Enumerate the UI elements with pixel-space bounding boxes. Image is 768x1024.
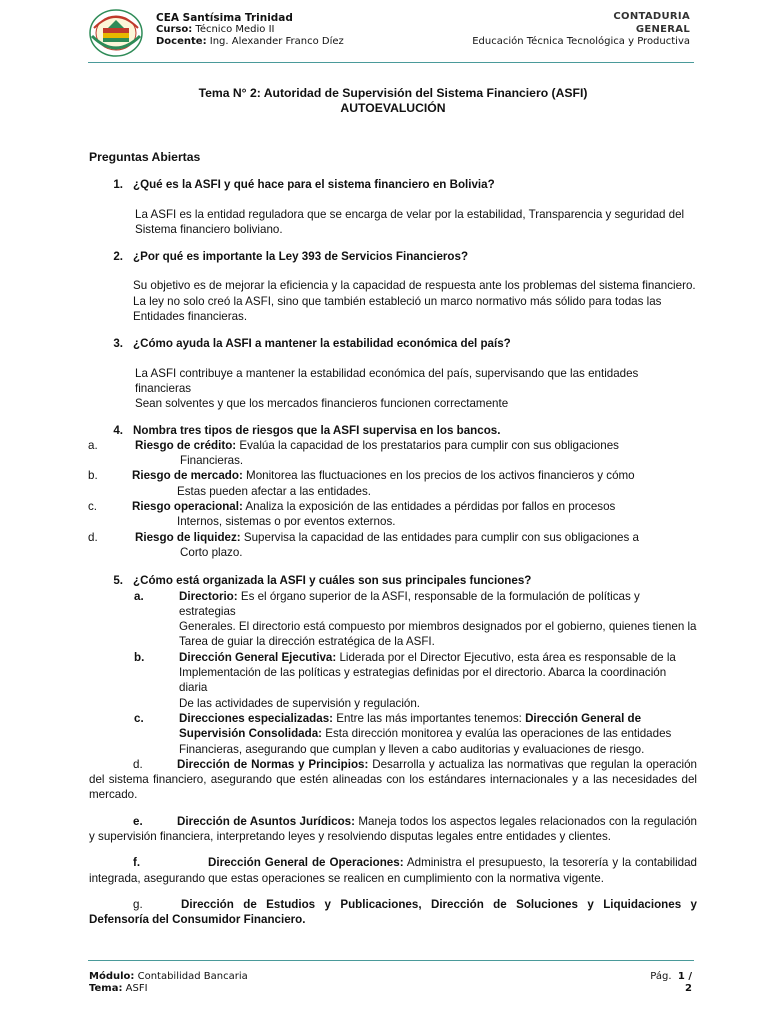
question-text: Nombra tres tipos de riesgos que la ASFI supervisa en los bancos. (133, 423, 501, 437)
risk-desc: Analiza la exposición de las entidades a pérdidas por fallos en procesos (242, 500, 616, 514)
list-item (89, 855, 697, 886)
risk-desc: Evalúa la capacidad de los prestatarios para cumplir con sus obligaciones (236, 438, 619, 452)
risk-desc: Corto plazo. (180, 545, 243, 559)
question-number: 4. (113, 423, 123, 437)
answer-1 (135, 207, 697, 238)
list-letter: f. (133, 856, 141, 870)
risk-desc: Supervisa la capacidad de las entidades para cumplir con sus obligaciones a (240, 530, 639, 544)
function-term: Direcciones especializadas: (179, 711, 334, 725)
list-text (132, 468, 697, 499)
risk-term: Riesgo de mercado: (132, 469, 243, 483)
answer-line: Entidades financieras. (133, 310, 248, 324)
list-item (89, 499, 697, 530)
list-text (132, 499, 697, 530)
module-value: Contabilidad Bancaria (137, 971, 248, 982)
module-label: Módulo: (89, 971, 135, 982)
area-subtitle: Educación Técnica Tecnológica y Productiva (472, 36, 690, 47)
function-term: Supervisión Consolidada: (179, 727, 323, 741)
question-text: ¿Qué es la ASFI y qué hace para el sistema financiero en Bolivia? (133, 178, 495, 192)
answer-line: La ley no solo creó la ASFI, sino que también estableció un marco normativo más sólido para todas las (133, 294, 662, 308)
function-term: Dirección General Ejecutiva: (179, 650, 337, 664)
list-item (89, 897, 697, 928)
answer-line: La ASFI contribuye a mantener la estabilidad económica del país, supervisando que las entidades financieras (135, 366, 639, 395)
school-logo (88, 8, 144, 58)
question-text: ¿Por qué es importante la Ley 393 de Servicios Financieros? (133, 250, 469, 264)
function-desc: Generales. El directorio está compuesto por miembros designados por el gobierno, quienes tienen la (179, 620, 697, 634)
risk-list (89, 438, 697, 560)
school-name: CEA Santísima Trinidad (156, 12, 293, 24)
section-heading: Preguntas Abiertas (89, 150, 201, 164)
question-number: 3. (113, 337, 123, 351)
function-desc: Es el órgano superior de la ASFI, responsable de la formulación de políticas y estrategias (179, 589, 640, 618)
page-footer (89, 971, 248, 995)
question-3 (89, 336, 697, 351)
area-name: CONTADURÍA GENERAL (613, 11, 690, 35)
list-letter: c. (88, 500, 98, 514)
function-desc: Implementación de las políticas y estrategias definidas por el directorio. Abarca la coordinación diaria (179, 666, 667, 695)
question-5 (89, 573, 697, 588)
risk-desc: Financieras. (180, 454, 244, 468)
title-line-1: Tema N° 2: Autoridad de Supervisión del Sistema Financiero (ASFI) (198, 86, 588, 100)
answer-line: La ASFI es la entidad reguladora que se encarga de velar por la estabilidad, Transparencia y seguridad del (135, 207, 685, 221)
answer-line: Sistema financiero boliviano. (135, 222, 283, 236)
question-1 (89, 177, 697, 192)
list-item (89, 468, 697, 499)
list-text (179, 650, 697, 711)
answer-3 (135, 366, 697, 412)
function-desc: Administra el presupuesto, la tesorería y la contabilidad integrada, asegurando que estas operaciones se realicen en cumplimiento con la normativa vigente. (89, 856, 697, 885)
list-letter: e. (133, 814, 143, 828)
list-text (179, 589, 697, 650)
page-label: Pág. (650, 971, 672, 982)
function-desc: Entre las más importantes tenemos: (333, 711, 526, 725)
answer-line: Sean solventes y que los mercados financieros funcionen correctamente (135, 397, 509, 411)
function-desc: Financieras, asegurando que cumplan y lleven a cabo auditorias y evaluaciones de riesgo. (179, 742, 645, 756)
document-body (89, 86, 697, 927)
list-letter: b. (134, 650, 145, 664)
question-4 (89, 423, 697, 438)
list-text (132, 438, 697, 469)
header-area (470, 11, 690, 53)
header-divider (88, 62, 694, 63)
answer-2 (133, 278, 697, 324)
function-term: Dirección General de (525, 711, 642, 725)
list-item (89, 650, 697, 711)
function-desc: De las actividades de supervisión y regulación. (179, 696, 421, 710)
risk-desc: Estas pueden afectar a las entidades. (177, 484, 372, 498)
function-desc: Liderada por el Director Ejecutivo, esta área es responsable de la (336, 650, 676, 664)
header-info (156, 12, 344, 48)
list-text (132, 530, 697, 561)
function-desc: Desarrolla y actualiza las normativas que regulan la operación del sistema financiero, asegurando que estén alineadas con los estándares internacionales y a las necesidades del mercado. (89, 757, 698, 802)
topic-value: ASFI (125, 983, 148, 994)
list-item (89, 530, 697, 561)
question-number: 2. (113, 250, 123, 264)
course-value: Técnico Medio II (195, 24, 275, 35)
function-desc: Tarea de guiar la dirección estratégica de la ASFI. (179, 635, 435, 649)
list-letter: g. (133, 897, 143, 911)
list-item (89, 438, 697, 469)
list-item (89, 757, 697, 803)
page-header (0, 0, 768, 66)
list-text (179, 711, 697, 757)
question-2 (89, 249, 697, 264)
risk-term: Riesgo de crédito: (135, 438, 237, 452)
title-line-2: AUTOEVALUCIÓN (340, 101, 446, 115)
function-term: Dirección de Normas y Principios: (177, 757, 369, 771)
list-item (89, 589, 697, 650)
function-desc: Esta dirección monitorea y evalúa las operaciones de las entidades (322, 727, 672, 741)
question-number: 5. (113, 574, 123, 588)
function-list (89, 589, 697, 928)
question-text: ¿Cómo ayuda la ASFI a mantener la estabilidad económica del país? (133, 337, 511, 351)
list-item (89, 711, 697, 757)
function-term: Dirección de Estudios y Publicaciones, Dirección de Soluciones y Liquidaciones y Defensoría del Consumidor Financiero. (89, 897, 697, 927)
list-letter: b. (88, 469, 98, 483)
teacher-label: Docente: (156, 36, 207, 47)
topic-label: Tema: (89, 983, 123, 994)
list-letter: a. (134, 589, 144, 603)
function-term: Dirección General de Operaciones: (208, 856, 404, 870)
list-letter: c. (134, 711, 144, 725)
question-number: 1. (113, 178, 123, 192)
answer-line: Su objetivo es de mejorar la eficiencia y la capacidad de respuesta ante los problemas del sistema financiero. (133, 279, 696, 293)
document-title (89, 86, 697, 116)
page-number (646, 971, 692, 995)
risk-desc: Monitorea las fluctuaciones en los precios de los activos financieros y cómo (242, 469, 635, 483)
teacher-value: Ing. Alexander Franco Díez (209, 36, 344, 47)
risk-desc: Internos, sistemas o por eventos externos. (177, 515, 396, 529)
course-label: Curso: (156, 24, 193, 35)
question-text: ¿Cómo está organizada la ASFI y cuáles son sus principales funciones? (133, 574, 532, 588)
page-value: 1 / 2 (677, 971, 692, 994)
list-letter: a. (88, 438, 98, 452)
risk-term: Riesgo operacional: (132, 500, 243, 514)
list-letter: d. (133, 757, 143, 771)
list-letter: d. (88, 530, 98, 544)
function-desc: Maneja todos los aspectos legales relacionados con la regulación y supervisión financiera, interpretando leyes y resolviendo disputas legales entre entidades y clientes. (89, 814, 697, 843)
list-item (89, 814, 697, 845)
function-term: Directorio: (179, 589, 238, 603)
function-term: Dirección de Asuntos Jurídicos: (177, 814, 355, 828)
footer-divider (88, 960, 694, 961)
risk-term: Riesgo de liquidez: (135, 530, 241, 544)
